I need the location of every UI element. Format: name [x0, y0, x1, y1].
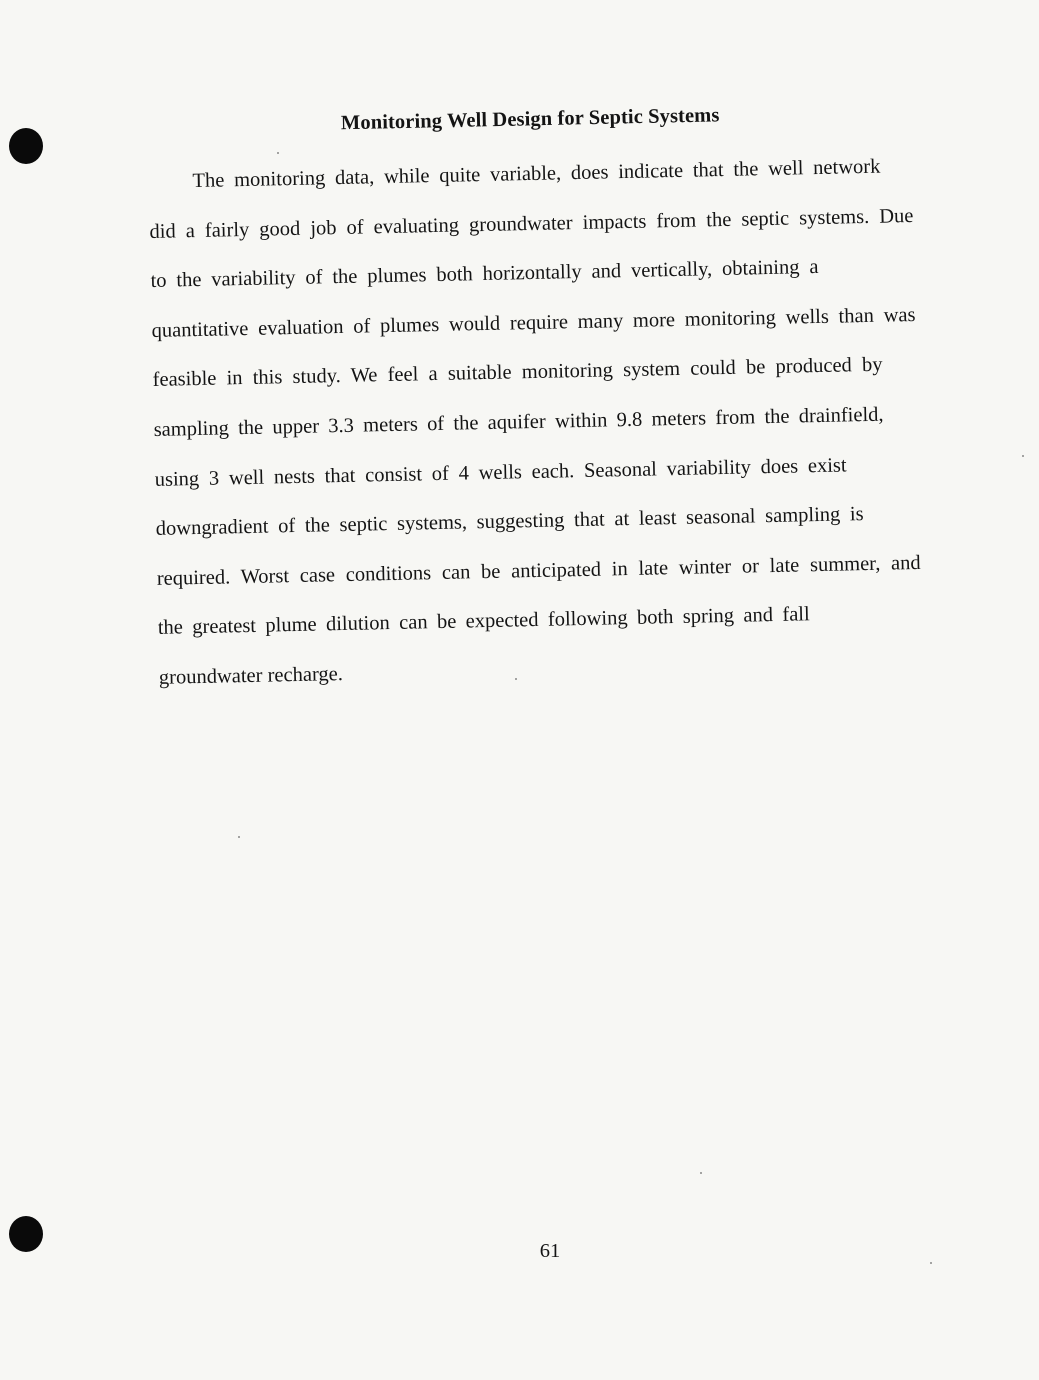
paragraph-line: The monitoring data, while quite variable, does indicate that the well network — [192, 155, 881, 193]
scan-speck — [1022, 455, 1024, 457]
punch-hole-bottom — [9, 1216, 43, 1252]
scan-speck — [277, 152, 279, 154]
scan-speck — [930, 1262, 932, 1264]
paragraph-line: did a fairly good job of evaluating groundwater impacts from the septic systems. Due — [149, 204, 914, 243]
paragraph-line: groundwater recharge. — [158, 662, 344, 689]
paragraph-line: using 3 well nests that consist of 4 wells each. Seasonal variability does exist — [154, 454, 847, 491]
paragraph-line: the greatest plume dilution can be expected following both spring and fall — [157, 603, 810, 640]
punch-hole-top — [9, 128, 43, 164]
body-paragraph — [148, 142, 929, 704]
paragraph-line: to the variability of the plumes both horizontally and vertically, obtaining a — [150, 256, 819, 293]
paragraph-line: quantitative evaluation of plumes would require many more monitoring wells than was — [151, 303, 916, 342]
paragraph-line: sampling the upper 3.3 meters of the aquifer within 9.8 meters from the drainfield, — [153, 403, 884, 441]
scan-speck — [700, 1172, 702, 1174]
section-heading: Monitoring Well Design for Septic Systems — [340, 104, 720, 135]
scan-speck — [238, 836, 240, 838]
page-number: 61 — [539, 1240, 561, 1262]
paragraph-line: downgradient of the septic systems, suggesting that at least seasonal sampling is — [155, 503, 864, 541]
paragraph-line: required. Worst case conditions can be anticipated in late winter or late summer, and — [156, 551, 921, 590]
scan-speck — [515, 678, 517, 680]
paragraph-line: feasible in this study. We feel a suitable monitoring system could be produced by — [152, 354, 883, 392]
